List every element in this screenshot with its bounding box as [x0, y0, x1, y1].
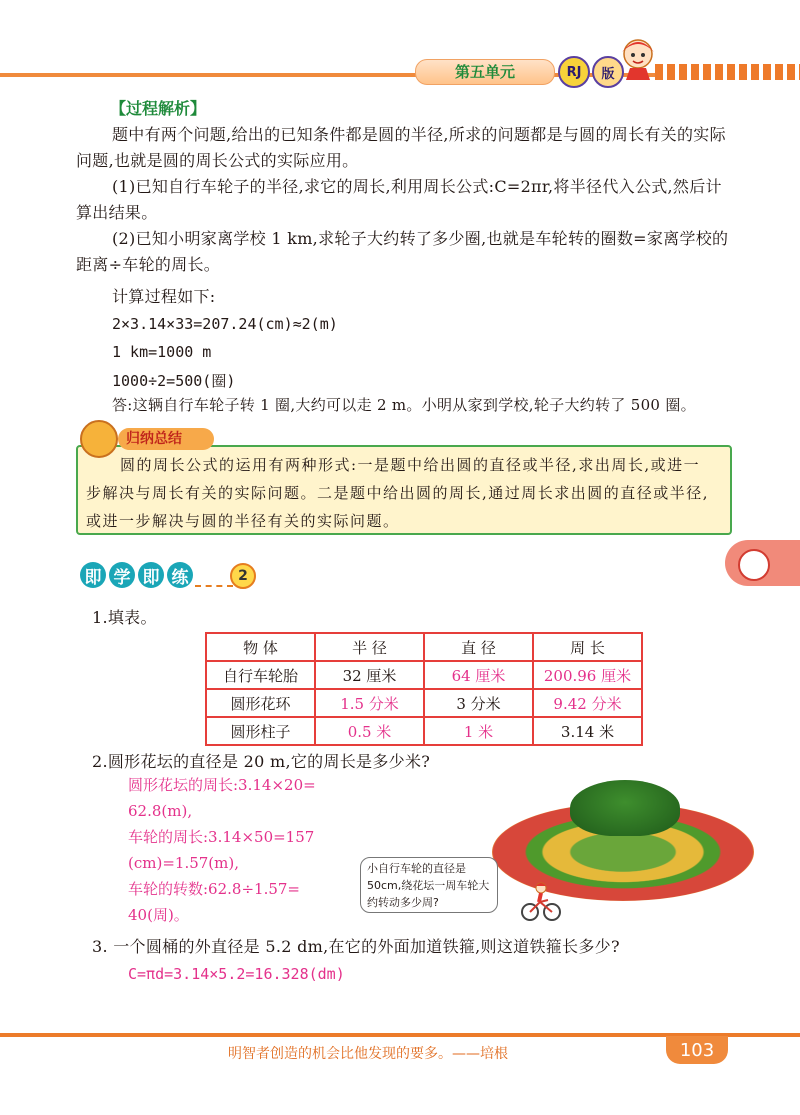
analysis-answer: 答:这辆自行车轮子转 1 圈,大约可以走 2 m。小明从家到学校,轮子大约转了 500 圈。 — [112, 396, 696, 414]
summary-tag-label: 归纳总结 — [126, 431, 182, 447]
q2-answer-line: 40(周)。 — [128, 906, 189, 924]
q2-prompt: 2.圆形花坛的直径是 20 m,它的周长是多少米? — [92, 752, 431, 771]
practice-title-char-3: 即 — [138, 562, 164, 588]
page-number: 103 — [666, 1036, 728, 1064]
practice-title-char-2: 学 — [109, 562, 135, 588]
analysis-paragraph-2: (1)已知自行车轮子的半径,求它的周长,利用周长公式:C=2πr,将半径代入公式,然后计算出结果。 — [76, 177, 722, 222]
unit-title: 第五单元 — [455, 63, 516, 81]
practice-dash — [195, 585, 233, 587]
table-header-row — [206, 633, 642, 661]
flowerbed-palm-image — [570, 780, 680, 836]
table-row — [206, 689, 642, 717]
header-stripe — [655, 64, 800, 80]
practice-title-char-1: 即 — [80, 562, 106, 588]
table-answer-cell: 1 米 — [424, 717, 533, 745]
rj-badge: RJ — [558, 56, 590, 88]
table-answer-cell: 1.5 分米 — [315, 689, 424, 717]
table-header-cell: 周 长 — [533, 633, 642, 661]
calc-line-3: 1000÷2=500(圈) — [112, 372, 236, 390]
table-header-cell: 半 径 — [315, 633, 424, 661]
table-answer-cell: 64 厘米 — [424, 661, 533, 689]
table-answer-cell: 200.96 厘米 — [533, 661, 642, 689]
footer-quote: 明智者创造的机会比他发现的要多。——培根 — [228, 1046, 508, 1062]
analysis-title: 【过程解析】 — [110, 99, 207, 118]
fill-table — [205, 632, 643, 746]
q3-answer: C=πd=3.14×5.2=16.328(dm) — [128, 965, 345, 983]
table-answer-cell: 0.5 米 — [315, 717, 424, 745]
version-badge: 版 — [592, 56, 624, 88]
side-tab-mascot-icon — [738, 549, 770, 581]
table-cell: 32 厘米 — [315, 661, 424, 689]
analysis-paragraph-3: (2)已知小明家离学校 1 km,求轮子大约转了多少圈,也就是车轮转的圈数=家离学校的距离÷车轮的周长。 — [76, 229, 729, 274]
q1-prompt: 1.填表。 — [92, 608, 157, 627]
practice-title-char-4: 练 — [167, 562, 193, 588]
q2-answer-line: (cm)=1.57(m), — [128, 854, 239, 872]
q3-prompt: 3. 一个圆桶的外直径是 5.2 dm,在它的外面加道铁箍,则这道铁箍长多少? — [92, 937, 620, 956]
table-row — [206, 717, 642, 745]
calc-line-2: 1 km=1000 m — [112, 343, 212, 361]
table-cell: 圆形花环 — [206, 689, 315, 717]
practice-number: 2 — [230, 563, 256, 589]
mascot-girl-icon — [612, 30, 664, 82]
table-cell: 3 分米 — [424, 689, 533, 717]
table-row — [206, 661, 642, 689]
calc-line-1: 2×3.14×33=207.24(cm)≈2(m) — [112, 315, 338, 333]
bicycle-girl-icon — [520, 880, 562, 922]
summary-text: 圆的周长公式的运用有两种形式:一是题中给出圆的直径或半径,求出周长,或进一步解决与周长有关的实际问题。二是题中给出圆的周长,通过周长求出圆的直径或半径,或进一步解决与圆的半径有关的实际问题。 — [86, 456, 710, 530]
q2-answer-line: 车轮的转数:62.8÷1.57= — [128, 880, 300, 898]
table-cell: 自行车轮胎 — [206, 661, 315, 689]
table-header-cell: 物 体 — [206, 633, 315, 661]
calc-intro: 计算过程如下: — [112, 287, 216, 306]
table-header-cell: 直 径 — [424, 633, 533, 661]
q2-answer-line: 62.8(m), — [128, 802, 193, 820]
table-cell: 3.14 米 — [533, 717, 642, 745]
analysis-paragraph-1: 题中有两个问题,给出的已知条件都是圆的半径,所求的问题都是与圆的周长有关的实际问题,也就是圆的周长公式的实际应用。 — [76, 125, 726, 170]
speech-bubble: 小自行车轮的直径是50cm,绕花坛一周车轮大约转动多少周? — [360, 857, 498, 913]
q2-answer-line: 圆形花坛的周长:3.14×20= — [128, 776, 316, 794]
table-cell: 圆形柱子 — [206, 717, 315, 745]
q2-answer-line: 车轮的周长:3.14×50=157 — [128, 828, 315, 846]
table-answer-cell: 9.42 分米 — [533, 689, 642, 717]
